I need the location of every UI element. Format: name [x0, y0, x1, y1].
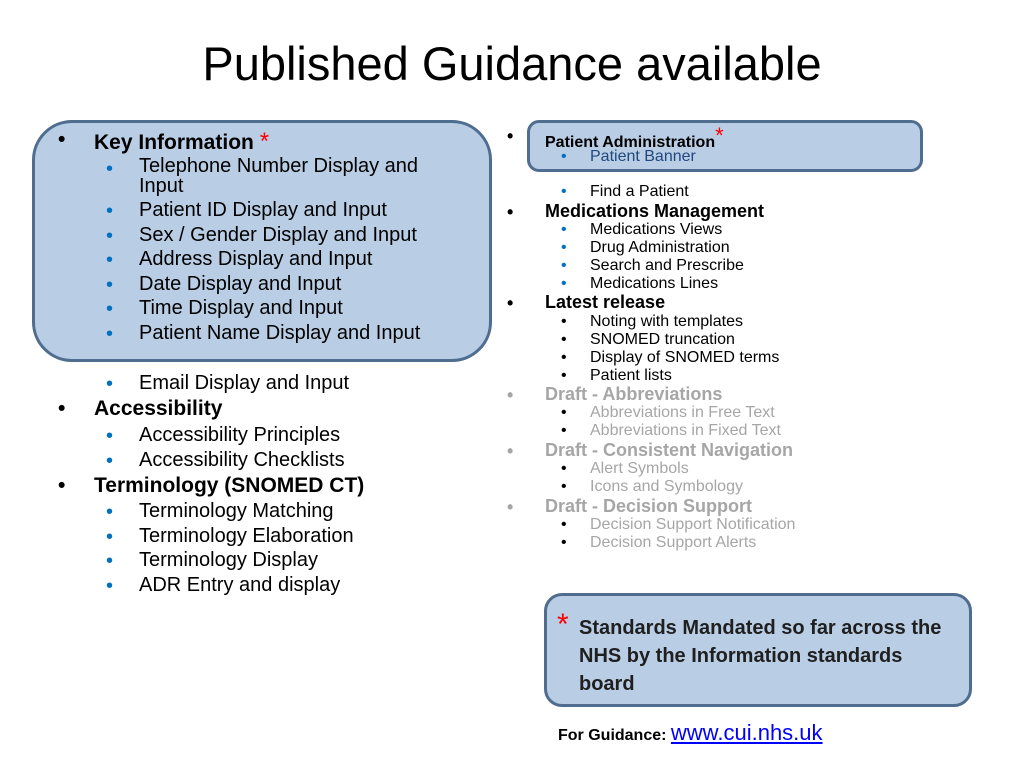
bullet-icon: •	[561, 313, 567, 330]
accessibility-heading: Accessibility	[94, 397, 223, 420]
list-item: Email Display and Input	[139, 372, 350, 394]
bullet-icon: •	[106, 501, 114, 523]
bullet-icon: •	[58, 128, 66, 151]
list-item: Drug Administration	[590, 239, 730, 256]
bullet-icon: •	[561, 183, 567, 200]
list-item: Input	[139, 175, 184, 197]
list-item: Medications Lines	[590, 275, 719, 292]
list-item: Search and Prescribe	[590, 257, 744, 274]
key-information-heading	[94, 128, 269, 156]
list-item: Alert Symbols	[590, 460, 689, 477]
list-item: Icons and Symbology	[590, 478, 743, 495]
list-item: Patient ID Display and Input	[139, 199, 387, 221]
bullet-icon: •	[507, 497, 514, 517]
bullet-icon: •	[507, 126, 514, 146]
bullet-icon: •	[106, 550, 114, 572]
list-item: Noting with templates	[590, 313, 743, 330]
bullet-icon: •	[507, 441, 514, 461]
bullet-icon: •	[561, 257, 567, 274]
bullet-icon: •	[561, 516, 567, 533]
terminology-heading: Terminology (SNOMED CT)	[94, 474, 365, 497]
list-item: Time Display and Input	[139, 297, 343, 319]
list-item: Terminology Elaboration	[139, 525, 354, 547]
guidance-link[interactable]: www.cui.nhs.uk	[670, 720, 823, 745]
bullet-icon: •	[561, 367, 567, 384]
mandated-star-icon: *	[715, 123, 724, 148]
mandated-star-icon: *	[259, 128, 270, 155]
bullet-icon: •	[561, 331, 567, 348]
list-item: ADR Entry and display	[139, 574, 341, 596]
bullet-icon: •	[106, 323, 114, 345]
list-item: Display of SNOMED terms	[590, 349, 780, 366]
list-item: Find a Patient	[590, 183, 689, 200]
bullet-icon: •	[106, 450, 114, 472]
bullet-icon: •	[561, 148, 567, 165]
bullet-icon: •	[106, 425, 114, 447]
medications-heading: Medications Management	[545, 201, 765, 221]
list-item: Terminology Display	[139, 549, 318, 571]
list-item: Sex / Gender Display and Input	[139, 224, 417, 246]
list-item: Terminology Matching	[139, 500, 334, 522]
bullet-icon: •	[106, 274, 114, 296]
mandated-star-icon: *	[557, 608, 569, 641]
bullet-icon: •	[106, 200, 114, 222]
list-item: Abbreviations in Free Text	[590, 404, 775, 421]
list-item: SNOMED truncation	[590, 331, 735, 348]
list-item: Accessibility Principles	[139, 424, 341, 446]
draft-abbreviations-heading: Draft - Abbreviations	[545, 384, 723, 404]
list-item: Abbreviations in Fixed Text	[590, 422, 781, 439]
bullet-icon: •	[561, 534, 567, 551]
standards-note: Standards Mandated so far across the NHS by the Information standards board	[579, 617, 942, 695]
bullet-icon: •	[106, 373, 114, 395]
latest-release-heading: Latest release	[545, 292, 666, 312]
bullet-icon: •	[561, 239, 567, 256]
heading-text: Key Information	[94, 131, 254, 154]
list-item: Decision Support Alerts	[590, 534, 757, 551]
bullet-icon: •	[106, 526, 114, 548]
draft-navigation-heading: Draft - Consistent Navigation	[545, 440, 794, 460]
list-item: Accessibility Checklists	[139, 449, 345, 471]
bullet-icon: •	[561, 478, 567, 495]
list-item: Date Display and Input	[139, 273, 342, 295]
page-title: Published Guidance available	[202, 37, 822, 90]
list-item: Patient Banner	[590, 148, 696, 165]
bullet-icon: •	[561, 404, 567, 421]
bullet-icon: •	[58, 474, 66, 497]
list-item: Patient Name Display and Input	[139, 322, 421, 344]
list-item: Medications Views	[590, 221, 723, 238]
list-item: Patient lists	[590, 367, 672, 384]
bullet-icon: •	[106, 249, 114, 271]
bullet-icon: •	[507, 293, 514, 313]
bullet-icon: •	[507, 202, 514, 222]
bullet-icon: •	[106, 298, 114, 320]
guidance-line	[558, 720, 823, 746]
heading-text: Patient Administration	[545, 134, 716, 151]
bullet-icon: •	[561, 422, 567, 439]
bullet-icon: •	[561, 460, 567, 477]
bullet-icon: •	[561, 221, 567, 238]
bullet-icon: •	[106, 225, 114, 247]
bullet-icon: •	[561, 349, 567, 366]
bullet-icon: •	[106, 575, 114, 597]
bullet-icon: •	[561, 275, 567, 292]
bullet-icon: •	[507, 385, 514, 405]
guidance-label: For Guidance:	[558, 727, 667, 744]
bullet-icon: •	[58, 397, 66, 420]
bullet-icon: •	[106, 158, 114, 180]
draft-decision-heading: Draft - Decision Support	[545, 496, 753, 516]
list-item: Telephone Number Display and	[139, 155, 419, 177]
list-item: Address Display and Input	[139, 248, 373, 270]
list-item: Decision Support Notification	[590, 516, 796, 533]
